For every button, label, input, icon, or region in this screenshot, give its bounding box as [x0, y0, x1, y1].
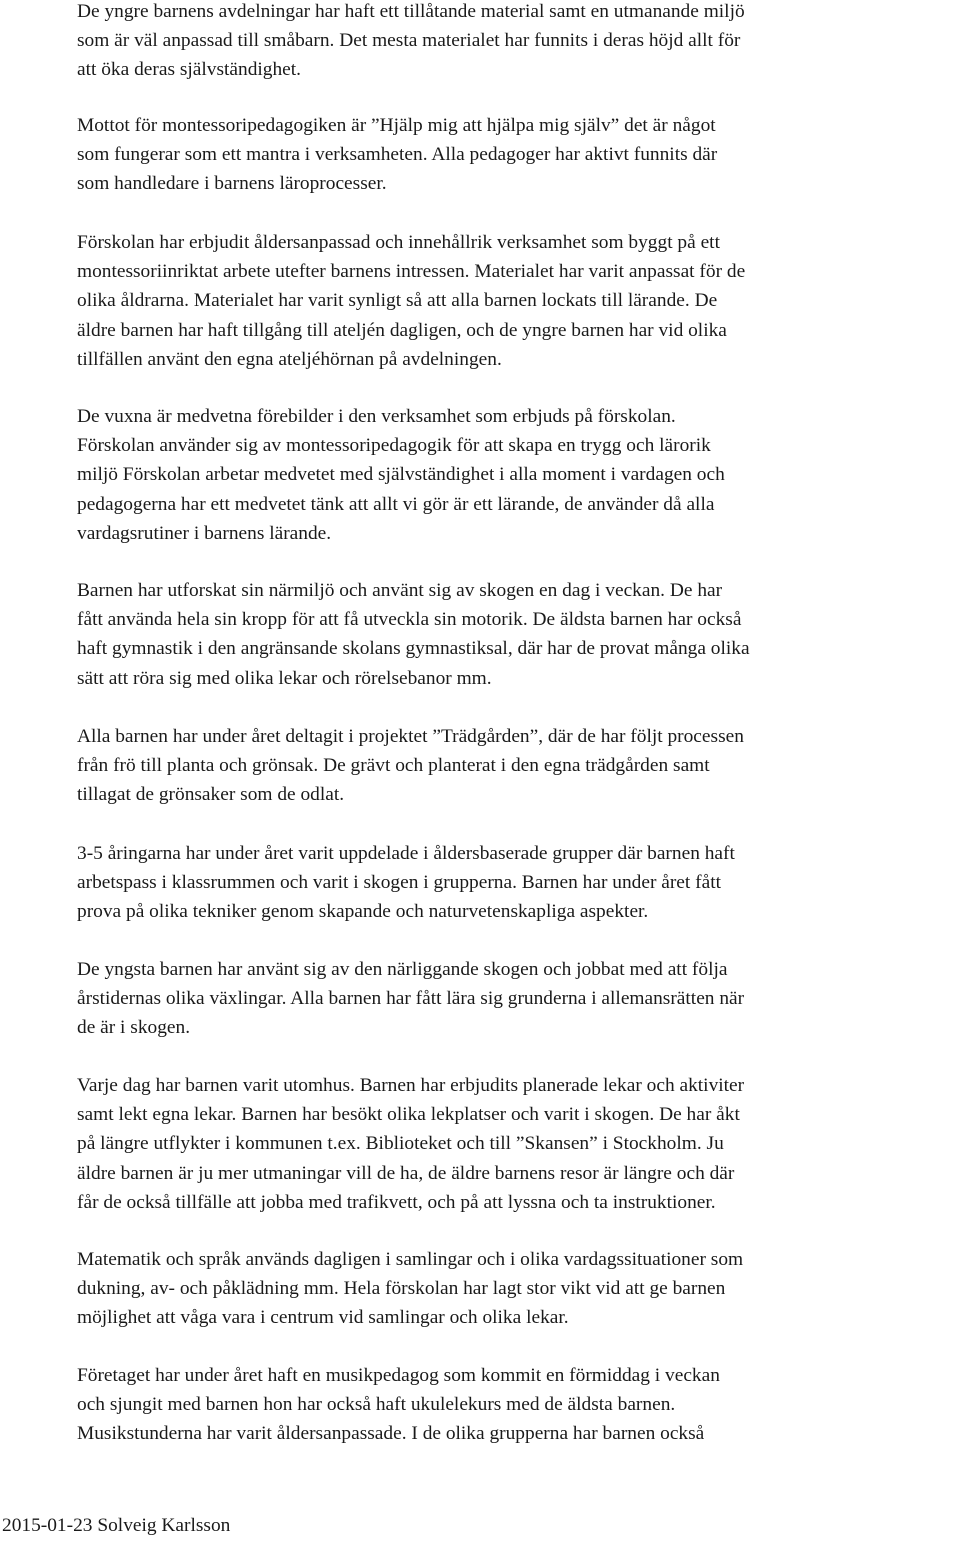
footer-date-author: 2015-01-23 Solveig Karlsson: [2, 1515, 231, 1536]
paragraph: Varje dag har barnen varit utomhus. Barnen har erbjudits planerade lekar och aktiviter samt lekt egna lekar. Barnen har besökt olika lekplatser och varit i skogen. De har åkt på längre utflykter i kommunen t.ex. Biblioteket och till ”Skansen” i Stockholm. Ju äldre barnen är ju mer utmaningar vill de ha, de äldre barnens resor är längre och där får de också tillfälle att jobba med trafikvett, och på att lyssna och ta instruktioner.: [77, 1075, 745, 1213]
paragraph: Mottot för montessoripedagogiken är ”Hjälp mig att hjälpa mig själv” det är något som fungerar som ett mantra i verksamheten. Alla pedagoger har aktivt funnits där som handledare i barnens läroprocesser.: [77, 115, 718, 195]
paragraph: Barnen har utforskat sin närmiljö och använt sig av skogen en dag i veckan. De har fått använda hela sin kropp för att få utveckla sin motorik. De äldsta barnen har också haft gymnastik i den angränsande skolans gymnastiksal, där har de provat många olika sätt att röra sig med olika lekar och rörelsebanor mm.: [77, 580, 750, 689]
paragraph: 3-5 åringarna har under året varit uppdelade i åldersbaserade grupper där barnen haft arbetspass i klassrummen och varit i skogen i grupperna. Barnen har under året fått prova på olika tekniker genom skapande och naturvetenskapliga aspekter.: [77, 843, 735, 923]
paragraph: Matematik och språk används dagligen i samlingar och i olika vardagssituationer som dukning, av- och påklädning mm. Hela förskolan har lagt stor vikt vid att ge barnen möjlighet att våga vara i centrum vid samlingar och olika lekar.: [77, 1249, 744, 1329]
paragraph: Förskolan har erbjudit åldersanpassad och innehållrik verksamhet som byggt på ett montessoriinriktat arbete utefter barnens intressen. Materialet har varit anpassat för de olika åldrarna. Materialet har varit synligt så att alla barnen lockats till lärande. De äldre barnen har haft tillgång till ateljén dagligen, och de yngre barnen har vid olika tillfällen använt den egna ateljéhörnan på avdelningen.: [77, 232, 746, 370]
paragraph: De yngsta barnen har använt sig av den närliggande skogen och jobbat med att följa årstidernas olika växlingar. Alla barnen har fått lära sig grunderna i allemansrätten när de är i skogen.: [77, 959, 745, 1039]
paragraph: Företaget har under året haft en musikpedagog som kommit en förmiddag i veckan och sjungit med barnen hon har också haft ukulelekurs med de äldsta barnen. Musikstunderna har varit åldersanpassade. I de olika grupperna har barnen också: [77, 1365, 720, 1445]
paragraph: De vuxna är medvetna förebilder i den verksamhet som erbjuds på förskolan. Förskolan använder sig av montessoripedagogik för att skapa en trygg och lärorik miljö Förskolan arbetar medvetet med självständighet i alla moment i vardagen och pedagogerna har ett medvetet tänk att allt vi gör är ett lärande, de använder då alla vardagsrutiner i barnens lärande.: [77, 406, 725, 544]
paragraph: Alla barnen har under året deltagit i projektet ”Trädgården”, där de har följt processen från frö till planta och grönsak. De grävt och planterat i den egna trädgården samt tillagat de grönsaker som de odlat.: [77, 726, 744, 806]
paragraph: De yngre barnens avdelningar har haft ett tillåtande material samt en utmanande miljö som är väl anpassad till småbarn. Det mesta materialet har funnits i deras höjd allt för att öka deras självständighet.: [77, 1, 745, 81]
